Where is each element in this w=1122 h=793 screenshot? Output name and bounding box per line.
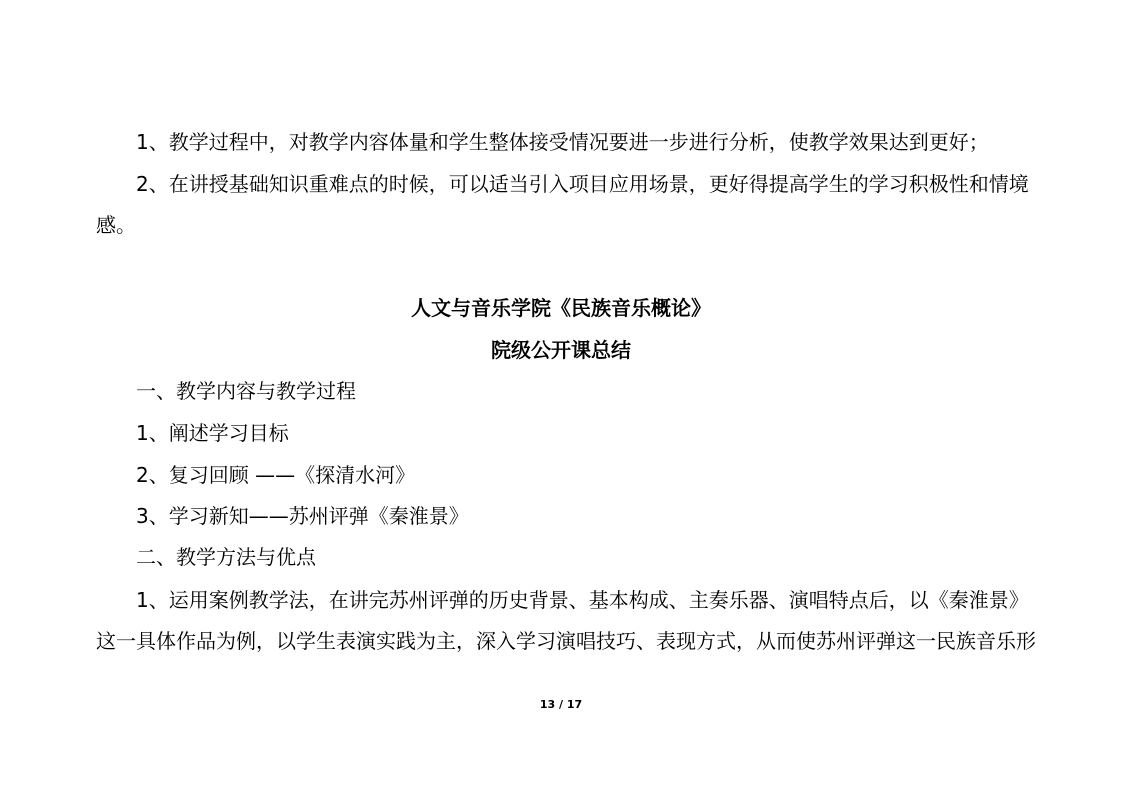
paragraph-case-method-line2: 这一具体作品为例，以学生表演实践为主，深入学习演唱技巧、表现方式，从而使苏州评弹这一民族音乐形	[96, 629, 1036, 653]
document-title: 人文与音乐学院《民族音乐概论》	[411, 296, 711, 320]
paragraph-case-method-line1: 1、运用案例教学法，在讲完苏州评弹的历史背景、基本构成、主奏乐器、演唱特点后，以《秦淮景》	[136, 588, 1029, 612]
section-heading-content: 一、教学内容与教学过程	[136, 379, 356, 403]
section-heading-methods: 二、教学方法与优点	[136, 545, 316, 569]
list-item: 3、学习新知——苏州评弹《秦淮景》	[136, 504, 469, 528]
list-item: 1、阐述学习目标	[136, 421, 289, 445]
document-subtitle: 院级公开课总结	[491, 338, 631, 362]
list-item: 2、复习回顾 ——《探清水河》	[136, 463, 416, 487]
page-number: 13 / 17	[539, 698, 583, 711]
paragraph-key-points-line1: 2、在讲授基础知识重难点的时候，可以适当引入项目应用场景，更好得提高学生的学习积极性和情境	[136, 172, 1029, 196]
paragraph-teaching-process: 1、教学过程中，对教学内容体量和学生整体接受情况要进一步进行分析，使教学效果达到更好；	[136, 130, 989, 154]
paragraph-key-points-line2: 感。	[96, 213, 136, 237]
